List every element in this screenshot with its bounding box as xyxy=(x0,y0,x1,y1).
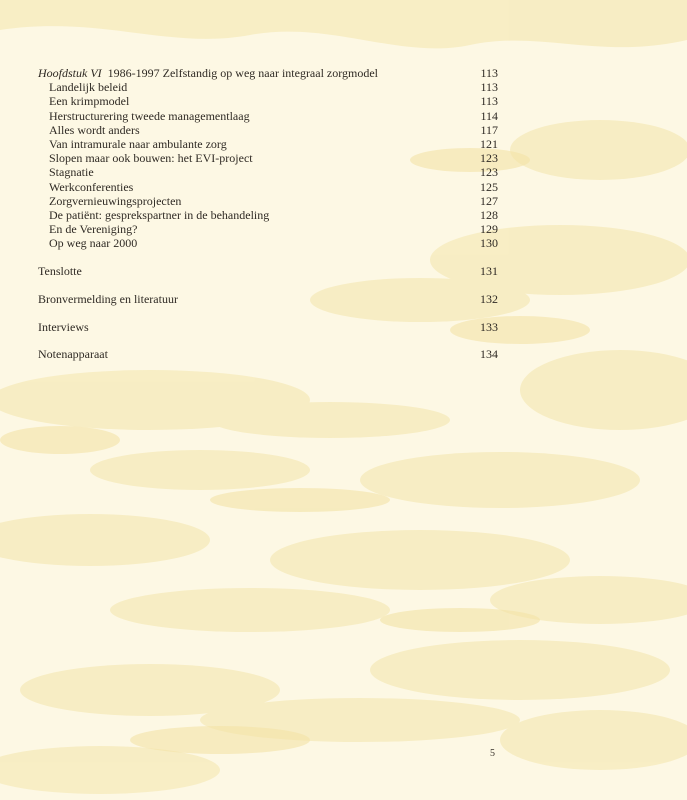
section-page: 113 xyxy=(480,94,498,109)
backmatter-page: 134 xyxy=(480,347,498,362)
chapter-label: Hoofdstuk VI xyxy=(38,66,102,80)
toc-section-entry xyxy=(38,109,498,123)
backmatter-page: 133 xyxy=(480,319,498,334)
section-page: 117 xyxy=(480,122,498,137)
section-page: 114 xyxy=(480,108,498,123)
section-title: Stagnatie xyxy=(49,165,94,180)
backmatter-title: Interviews xyxy=(38,319,89,334)
section-page: 121 xyxy=(480,136,498,151)
toc-section-entry xyxy=(38,123,498,137)
chapter-entry xyxy=(38,66,498,80)
toc-section-entry xyxy=(38,208,498,222)
spacer xyxy=(38,306,498,320)
section-page: 129 xyxy=(480,222,498,237)
toc-section-entry xyxy=(38,194,498,208)
backmatter-title: Tenslotte xyxy=(38,264,82,279)
toc-section-entry xyxy=(38,137,498,151)
backmatter-title: Bronvermelding en literatuur xyxy=(38,291,178,306)
backmatter-title: Notenapparaat xyxy=(38,347,108,362)
section-page: 113 xyxy=(480,80,498,95)
toc-section-entry xyxy=(38,94,498,108)
section-page: 123 xyxy=(480,151,498,166)
section-title: Landelijk beleid xyxy=(49,80,128,95)
section-title: Een krimpmodel xyxy=(49,94,130,109)
section-title: Herstructurering tweede managementlaag xyxy=(49,108,250,123)
toc-section-entry xyxy=(38,180,498,194)
section-page: 125 xyxy=(480,179,498,194)
toc-backmatter-entry xyxy=(38,347,498,361)
section-title: Alles wordt anders xyxy=(49,122,140,137)
chapter-title: 1986-1997 Zelfstandig op weg naar integraal zorgmodel xyxy=(107,66,379,80)
toc-backmatter-entry xyxy=(38,320,498,334)
section-title: De patiënt: gesprekspartner in de behandeling xyxy=(49,207,270,222)
toc-section-entry xyxy=(38,236,498,250)
section-page: 123 xyxy=(480,165,498,180)
spacer xyxy=(38,250,498,264)
section-page: 130 xyxy=(480,236,498,251)
section-page: 128 xyxy=(480,207,498,222)
backmatter-page: 132 xyxy=(480,291,498,306)
section-title: Van intramurale naar ambulante zorg xyxy=(49,136,227,151)
section-title: Werkconferenties xyxy=(49,179,134,194)
section-title: En de Vereniging? xyxy=(49,222,138,237)
section-title: Slopen maar ook bouwen: het EVI-project xyxy=(49,151,253,166)
chapter-page: 113 xyxy=(480,66,498,80)
section-title: Zorgvernieuwingsprojecten xyxy=(49,193,182,208)
section-title: Op weg naar 2000 xyxy=(49,236,138,251)
backmatter-page: 131 xyxy=(480,264,498,279)
toc-section-entry xyxy=(38,80,498,94)
page-number: 5 xyxy=(490,748,495,759)
section-page: 127 xyxy=(480,193,498,208)
toc-section-entry xyxy=(38,151,498,165)
toc-backmatter-entry xyxy=(38,264,498,278)
spacer xyxy=(38,278,498,292)
table-of-contents xyxy=(38,66,498,362)
toc-backmatter-entry xyxy=(38,292,498,306)
toc-section-entry xyxy=(38,165,498,179)
toc-section-entry xyxy=(38,222,498,236)
spacer xyxy=(38,334,498,348)
